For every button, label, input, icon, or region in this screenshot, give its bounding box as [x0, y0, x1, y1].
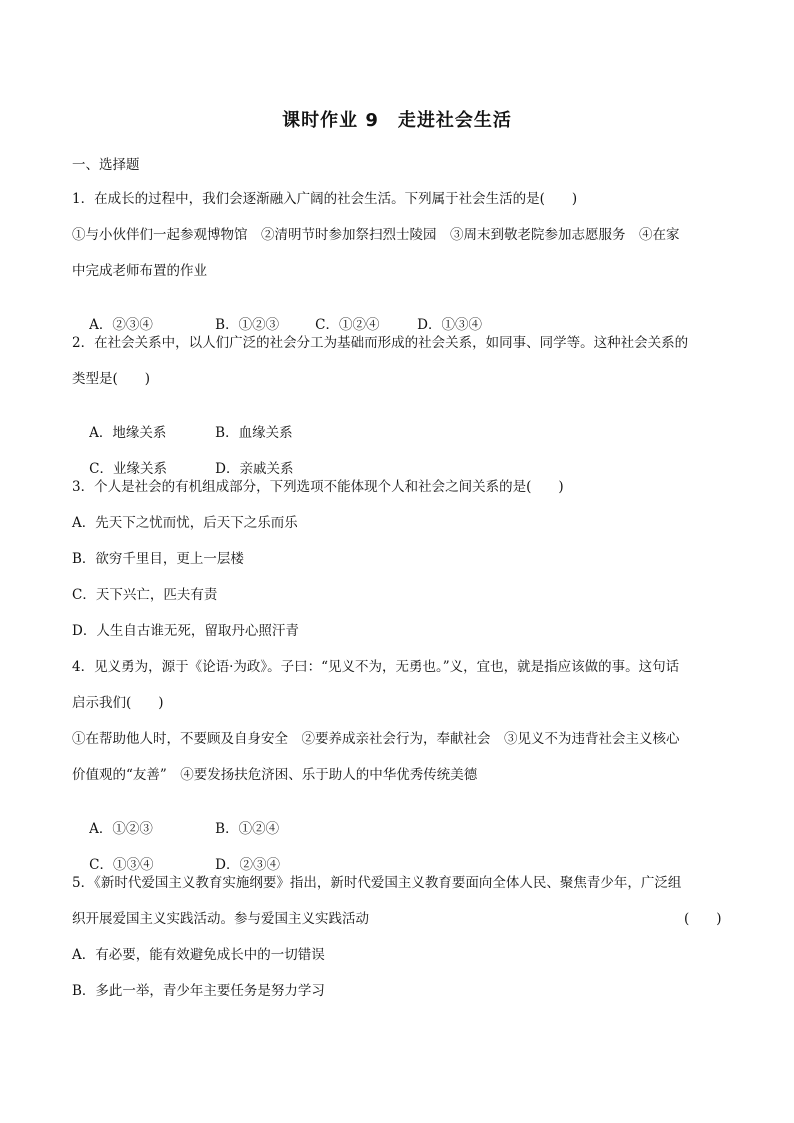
question-4-stem-line1: 4．见义勇为，源于《论语·为政》。子曰：“见义不为，无勇也。”义，宜也，就是指应该做的事。这句话 — [72, 659, 680, 675]
question-5-stem-line1: 5．《新时代爱国主义教育实施纲要》指出，新时代爱国主义教育要面向全体人民、聚焦青少年，广泛组 — [72, 875, 682, 891]
option-d[interactable]: D．亲戚关系 — [215, 461, 294, 477]
option-a[interactable]: A．有必要，能有效避免成长中的一切错误 — [72, 947, 325, 963]
option-a[interactable]: A．②③④ — [89, 317, 153, 333]
question-4-statements-line2: 价值观的“友善” ④要发扬扶危济困、乐于助人的中华优秀传统美德 — [72, 767, 478, 783]
option-b[interactable]: B．多此一举，青少年主要任务是努力学习 — [72, 983, 325, 999]
question-5-stem-line2: 织开展爱国主义实践活动。参与爱国主义实践活动 — [72, 911, 369, 927]
option-c[interactable]: C．天下兴亡，匹夫有责 — [72, 587, 218, 603]
question-1-stem: 1．在成长的过程中，我们会逐渐融入广阔的社会生活。下列属于社会生活的是( ) — [72, 191, 578, 207]
option-b[interactable]: B．欲穷千里目，更上一层楼 — [72, 551, 244, 567]
option-d[interactable]: D．②③④ — [215, 857, 280, 873]
option-a[interactable]: A．①②③ — [89, 821, 153, 837]
answer-blank: ( ) — [684, 911, 722, 927]
question-3-stem: 3．个人是社会的有机组成部分，下列选项不能体现个人和社会之间关系的是( ) — [72, 479, 564, 495]
option-c[interactable]: C．①②④ — [315, 317, 380, 333]
option-b[interactable]: B．①②③ — [215, 317, 280, 333]
question-1-statements-line1: ①与小伙伴们一起参观博物馆 ②清明节时参加祭扫烈士陵园 ③周末到敬老院参加志愿服务 ④在家 — [72, 227, 680, 243]
section-heading: 一、选择题 — [72, 157, 140, 173]
option-a[interactable]: A．先天下之忧而忧，后天下之乐而乐 — [72, 515, 298, 531]
question-2-stem-line1: 2．在社会关系中，以人们广泛的社会分工为基础而形成的社会关系，如同事、同学等。这种社会关系的 — [72, 335, 689, 351]
option-b[interactable]: B．血缘关系 — [215, 425, 293, 441]
option-b[interactable]: B．①②④ — [215, 821, 280, 837]
question-1-statements-line2: 中完成老师布置的作业 — [72, 263, 207, 279]
option-c[interactable]: C．业缘关系 — [89, 461, 168, 477]
option-a[interactable]: A．地缘关系 — [89, 425, 167, 441]
question-2-stem-line2: 类型是( ) — [72, 371, 151, 387]
page-title: 课时作业 9 走进社会生活 — [282, 110, 512, 131]
question-4-statements-line1: ①在帮助他人时，不要顾及自身安全 ②要养成亲社会行为，奉献社会 ③见义不为违背社会主义核心 — [72, 731, 680, 747]
option-d[interactable]: D．①③④ — [417, 317, 482, 333]
question-4-stem-line2: 启示我们( ) — [72, 695, 164, 711]
option-c[interactable]: C．①③④ — [89, 857, 154, 873]
option-d[interactable]: D．人生自古谁无死，留取丹心照汗青 — [72, 623, 299, 639]
